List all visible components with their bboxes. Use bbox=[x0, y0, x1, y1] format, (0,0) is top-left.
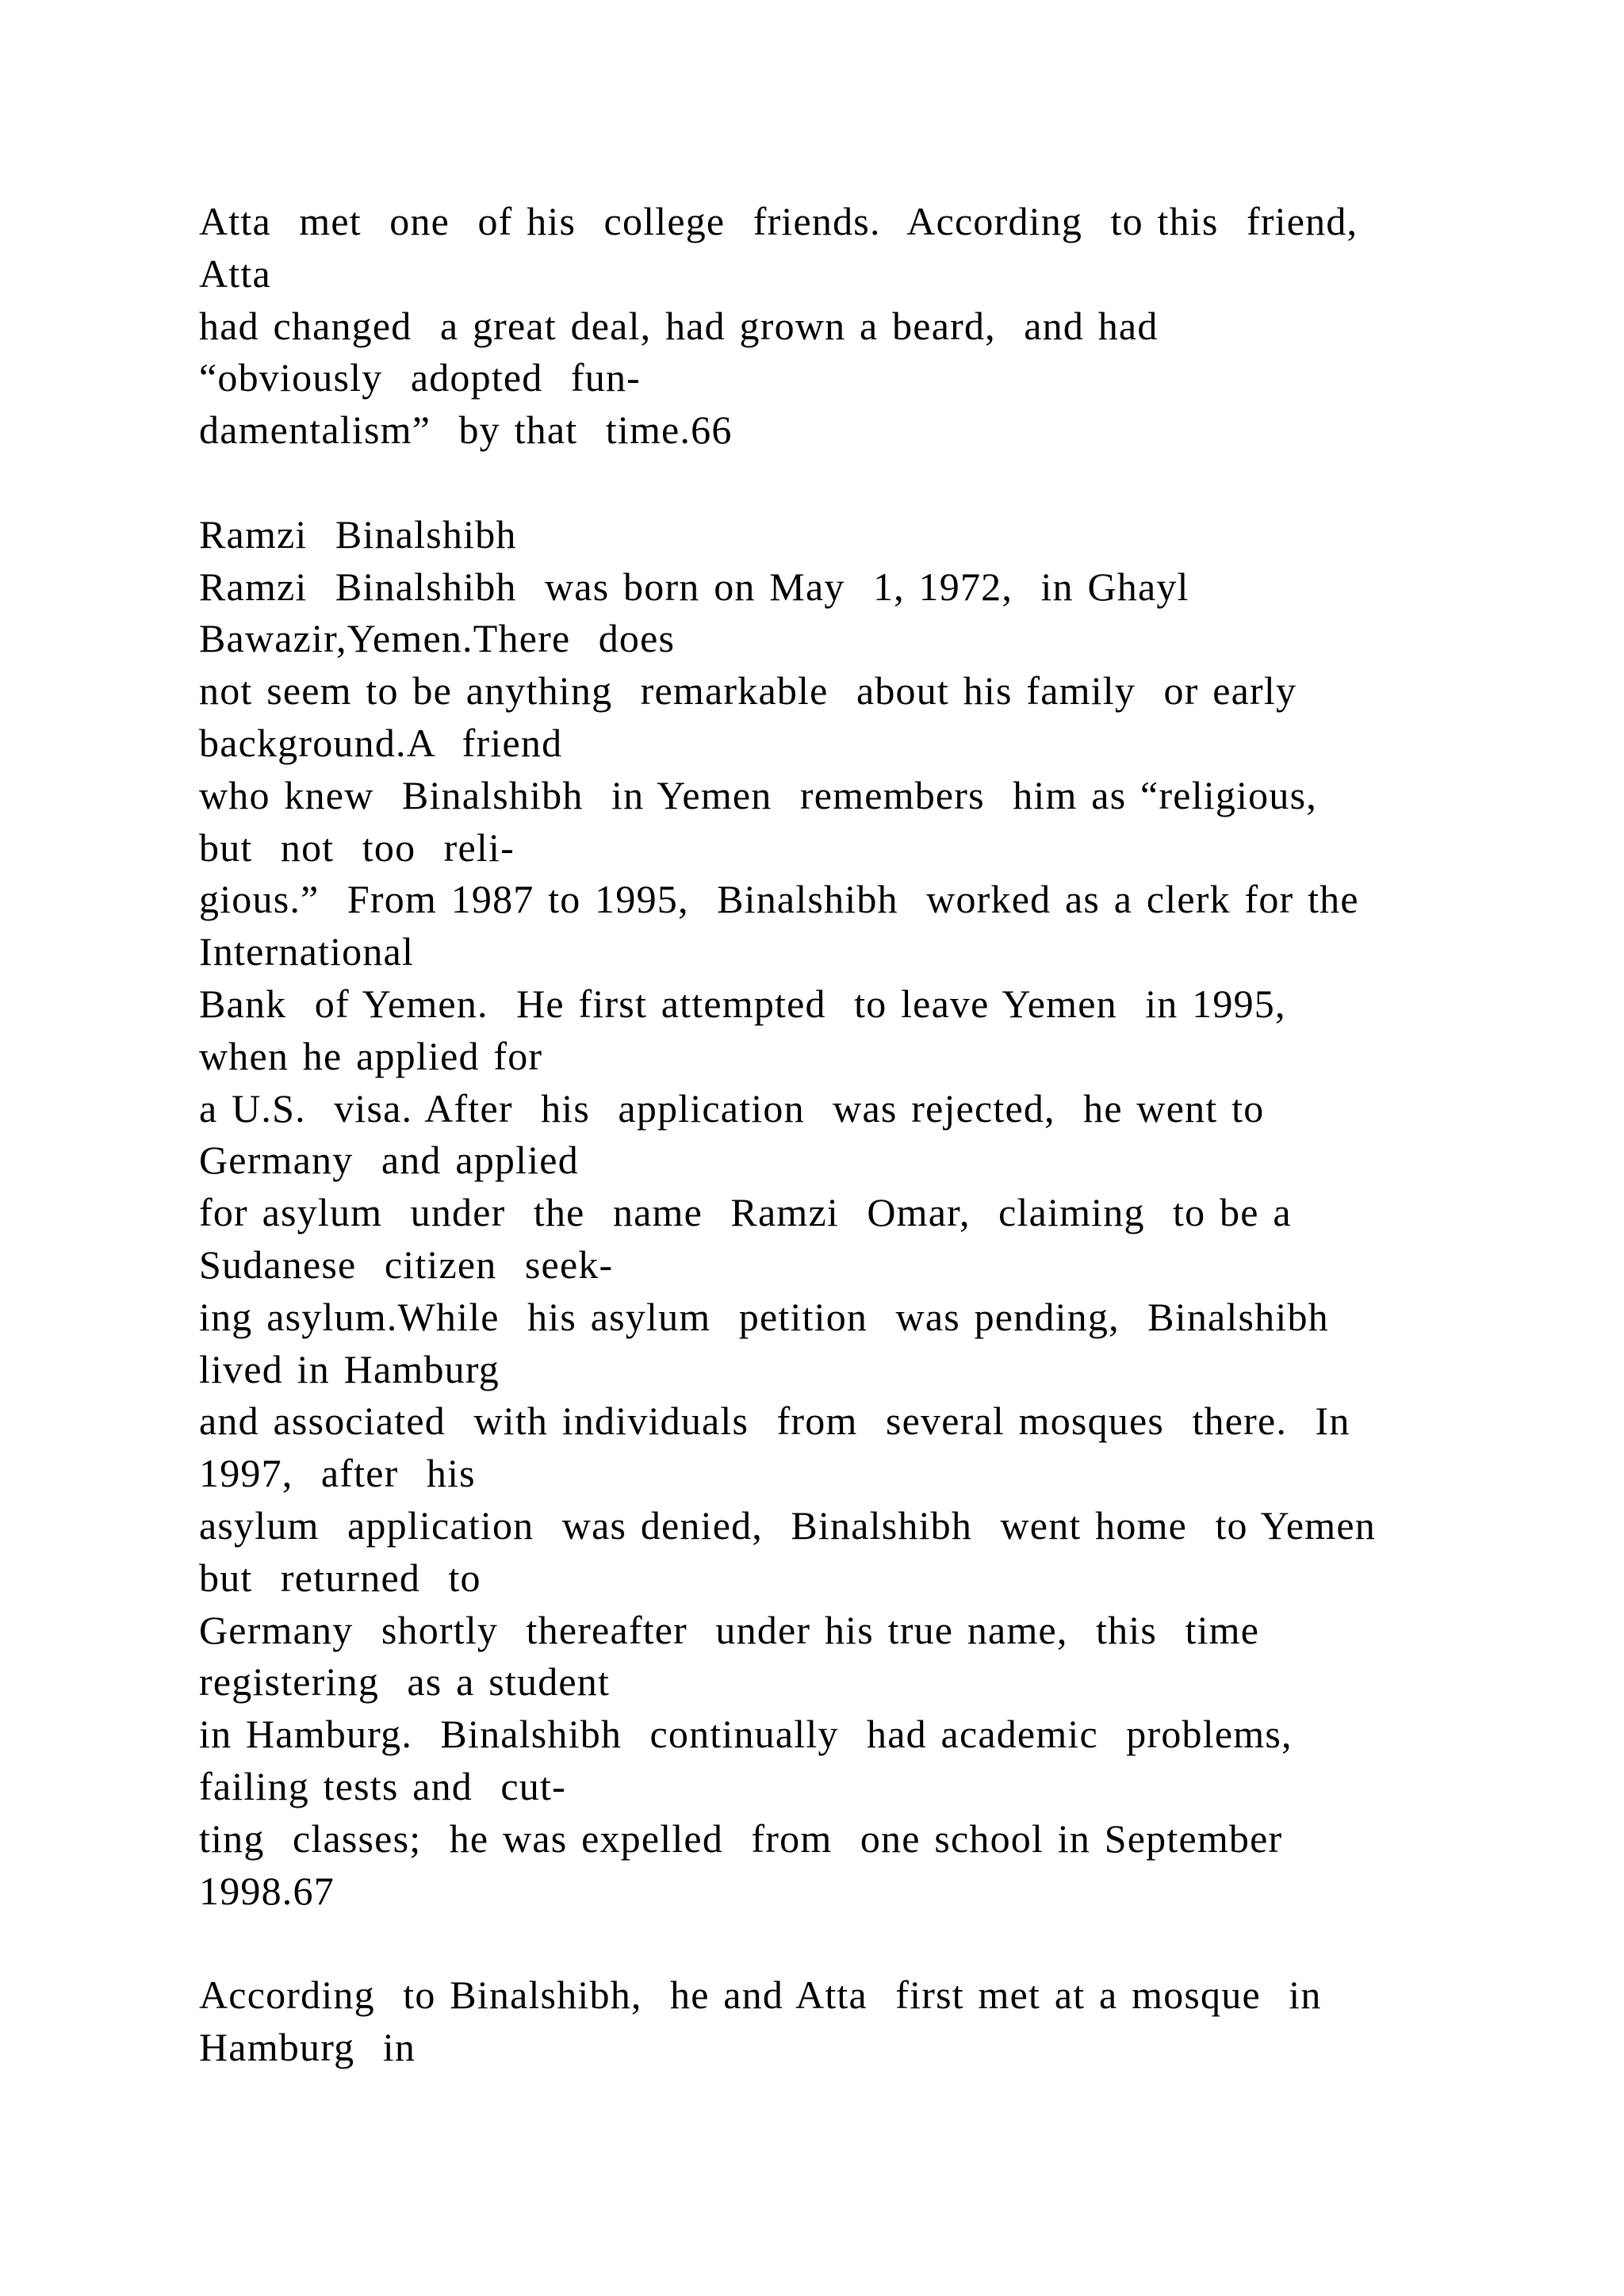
text-line: but returned to bbox=[199, 1555, 481, 1600]
text-line: in Hamburg. Binalshibh continually had academic problems, bbox=[199, 1712, 1293, 1757]
section-heading: Ramzi Binalshibh bbox=[199, 511, 517, 557]
text-line: a U.S. visa. After his application was rejected, he went to bbox=[199, 1085, 1265, 1131]
text-line: ing asylum.While his asylum petition was pending, Binalshibh bbox=[199, 1294, 1329, 1339]
paragraph-gap bbox=[199, 457, 1547, 509]
text-line: and associated with individuals from several mosques there. In bbox=[199, 1399, 1350, 1444]
text-line: According to Binalshibh, he and Atta first met at a mosque in bbox=[199, 1973, 1322, 2018]
text-line: Hamburg in bbox=[199, 2024, 416, 2069]
text-line: lived in Hamburg bbox=[199, 1346, 500, 1391]
paragraph-gap bbox=[199, 1917, 1547, 1969]
text-line: Ramzi Binalshibh was born on May 1, 1972, in Ghayl bbox=[199, 564, 1189, 609]
text-line: Sudanese citizen seek- bbox=[199, 1242, 614, 1287]
text-line: “obviously adopted fun- bbox=[199, 355, 642, 400]
text-line: for asylum under the name Ramzi Omar, claiming to be a bbox=[199, 1190, 1292, 1235]
text-line: International bbox=[199, 929, 415, 974]
text-line: had changed a great deal, had grown a beard, and had bbox=[199, 303, 1159, 348]
text-line: ting classes; he was expelled from one school in September bbox=[199, 1816, 1283, 1861]
text-line: Germany shortly thereafter under his true name, this time bbox=[199, 1607, 1260, 1652]
body-text bbox=[199, 196, 1547, 2074]
text-line: registering as a student bbox=[199, 1659, 611, 1705]
text-line: background.A friend bbox=[199, 720, 563, 765]
text-line: 1998.67 bbox=[199, 1868, 335, 1913]
text-line: not seem to be anything remarkable about his family or early bbox=[199, 668, 1297, 714]
text-line: damentalism” by that time.66 bbox=[199, 408, 733, 453]
text-line: when he applied for bbox=[199, 1033, 543, 1078]
text-line: Bank of Yemen. He first attempted to leave Yemen in 1995, bbox=[199, 981, 1286, 1026]
text-line: Atta bbox=[199, 251, 271, 296]
text-line: failing tests and cut- bbox=[199, 1763, 566, 1808]
text-line: Atta met one of his college friends. According to this friend, bbox=[199, 199, 1358, 243]
text-line: but not too reli- bbox=[199, 825, 515, 870]
text-line: gious.” From 1987 to 1995, Binalshibh worked as a clerk for the bbox=[199, 877, 1359, 922]
text-line: 1997, after his bbox=[199, 1451, 476, 1496]
text-line: Germany and applied bbox=[199, 1138, 579, 1183]
text-line: asylum application was denied, Binalshibh went home to Yemen bbox=[199, 1502, 1376, 1548]
text-line: who knew Binalshibh in Yemen remembers him as “religious, bbox=[199, 772, 1317, 817]
text-line: Bawazir,Yemen.There does bbox=[199, 616, 676, 661]
